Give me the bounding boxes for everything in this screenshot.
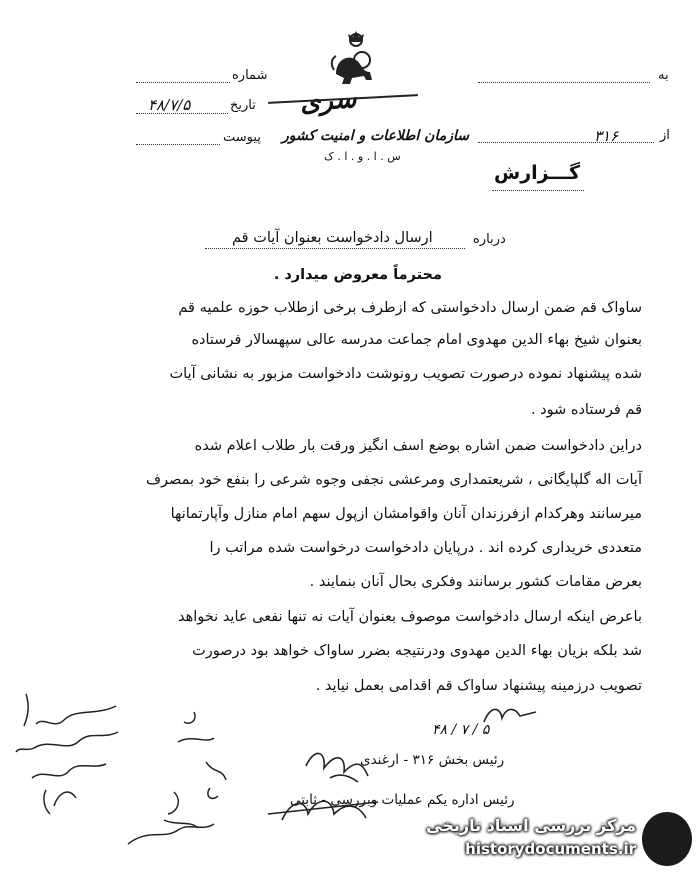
to-label: به (658, 68, 669, 83)
archive-watermark (408, 806, 692, 868)
dept-head-line: رئیس بخش ۳۱۶ - ارغندی (360, 752, 505, 768)
body-line-4: قم فرستاده شود . (530, 402, 642, 418)
body-line-10: باعرض اینکه ارسال دادخواست موصوف بعنوان آیات نه تنها نفعی عاید نخواهد (178, 609, 642, 625)
date-value: ۴۸/۷/۵ (148, 96, 191, 114)
greeting: محترماً معروض میدارد . (273, 267, 442, 283)
subject-label: درباره (473, 232, 506, 247)
from-value: ۳۱۶ (594, 127, 619, 145)
to-field (478, 82, 650, 83)
lion-and-sun-emblem-icon (322, 30, 386, 90)
archive-logo-icon (640, 810, 694, 868)
office-head-line: رئیس اداره یکم عملیات وبررسی - ثابتی (290, 792, 515, 808)
attachment-label: پیوست (223, 130, 261, 145)
margin-handwritten-note-left (6, 686, 124, 830)
date-field (136, 113, 228, 114)
subject-underline (205, 248, 465, 249)
from-field (478, 142, 654, 143)
date-label: تاریخ (230, 98, 256, 113)
number-label: شماره (232, 68, 268, 83)
body-line-2: بعنوان شیخ بهاء الدین مهدوی امام جماعت مدرسه عالی سپهسالار فرستاده (191, 332, 642, 348)
classification-stamp: سری (299, 84, 358, 118)
body-line-6: آیات اله گلپایگانی ، شریعتمداری ومرعشی نجفی وجوه شرعی را بنفع خود بمصرف (146, 472, 642, 488)
handwritten-date: ۵ / ۷ / ۴۸ (432, 722, 490, 738)
body-line-12: تصویب درزمینه پیشنهاد ساواک قم اقدامی بعمل نیاید . (315, 678, 642, 694)
watermark-site: historydocuments.ir (465, 840, 636, 858)
report-title: گـــزارش (494, 162, 581, 184)
org-name: سازمان اطلاعات و امنیت کشور (282, 128, 469, 144)
report-title-underline (492, 190, 584, 191)
margin-handwritten-note-center (118, 702, 248, 856)
body-line-8: متعددی خریداری کرده اند . درپایان دادخواست درخواست شده مراتب را (209, 540, 642, 556)
body-line-5: دراین دادخواست ضمن اشاره بوضع اسف انگیز ورقت بار طلاب اعلام شده (194, 438, 642, 454)
body-line-3: شده پیشنهاد نموده درصورت تصویب رونوشت دادخواست مزبور به نشانی آیات (169, 366, 642, 382)
org-code: س . ا . و . ا . ک (324, 150, 401, 163)
attachment-field (136, 144, 220, 145)
body-line-9: بعرض مقامات کشور برسانند وفکری بحال آنان بنمایند . (309, 574, 642, 590)
office-head-signature (262, 784, 382, 832)
body-line-7: میرسانند وهرکدام ازفرزندان آنان واقوامشان ازپول سهم امام منازل وآپارتمانها (170, 506, 642, 522)
body-line-1: ساواک قم ضمن ارسال دادخواستی که ازطرف برخی ازطلاب حوزه علمیه قم (178, 300, 642, 316)
watermark-org-name: مرکز بررسی اسناد تاریخی (426, 816, 636, 835)
number-field (136, 82, 230, 83)
body-line-11: شد بلکه بزیان بهاء الدین مهدوی ودرنتیجه بضرر ساواک خواهد بود درصورت (192, 643, 642, 659)
from-label: از (660, 128, 670, 143)
subject-text: ارسال دادخواست بعنوان آیات قم (232, 230, 433, 246)
dept-head-signature (300, 742, 390, 790)
